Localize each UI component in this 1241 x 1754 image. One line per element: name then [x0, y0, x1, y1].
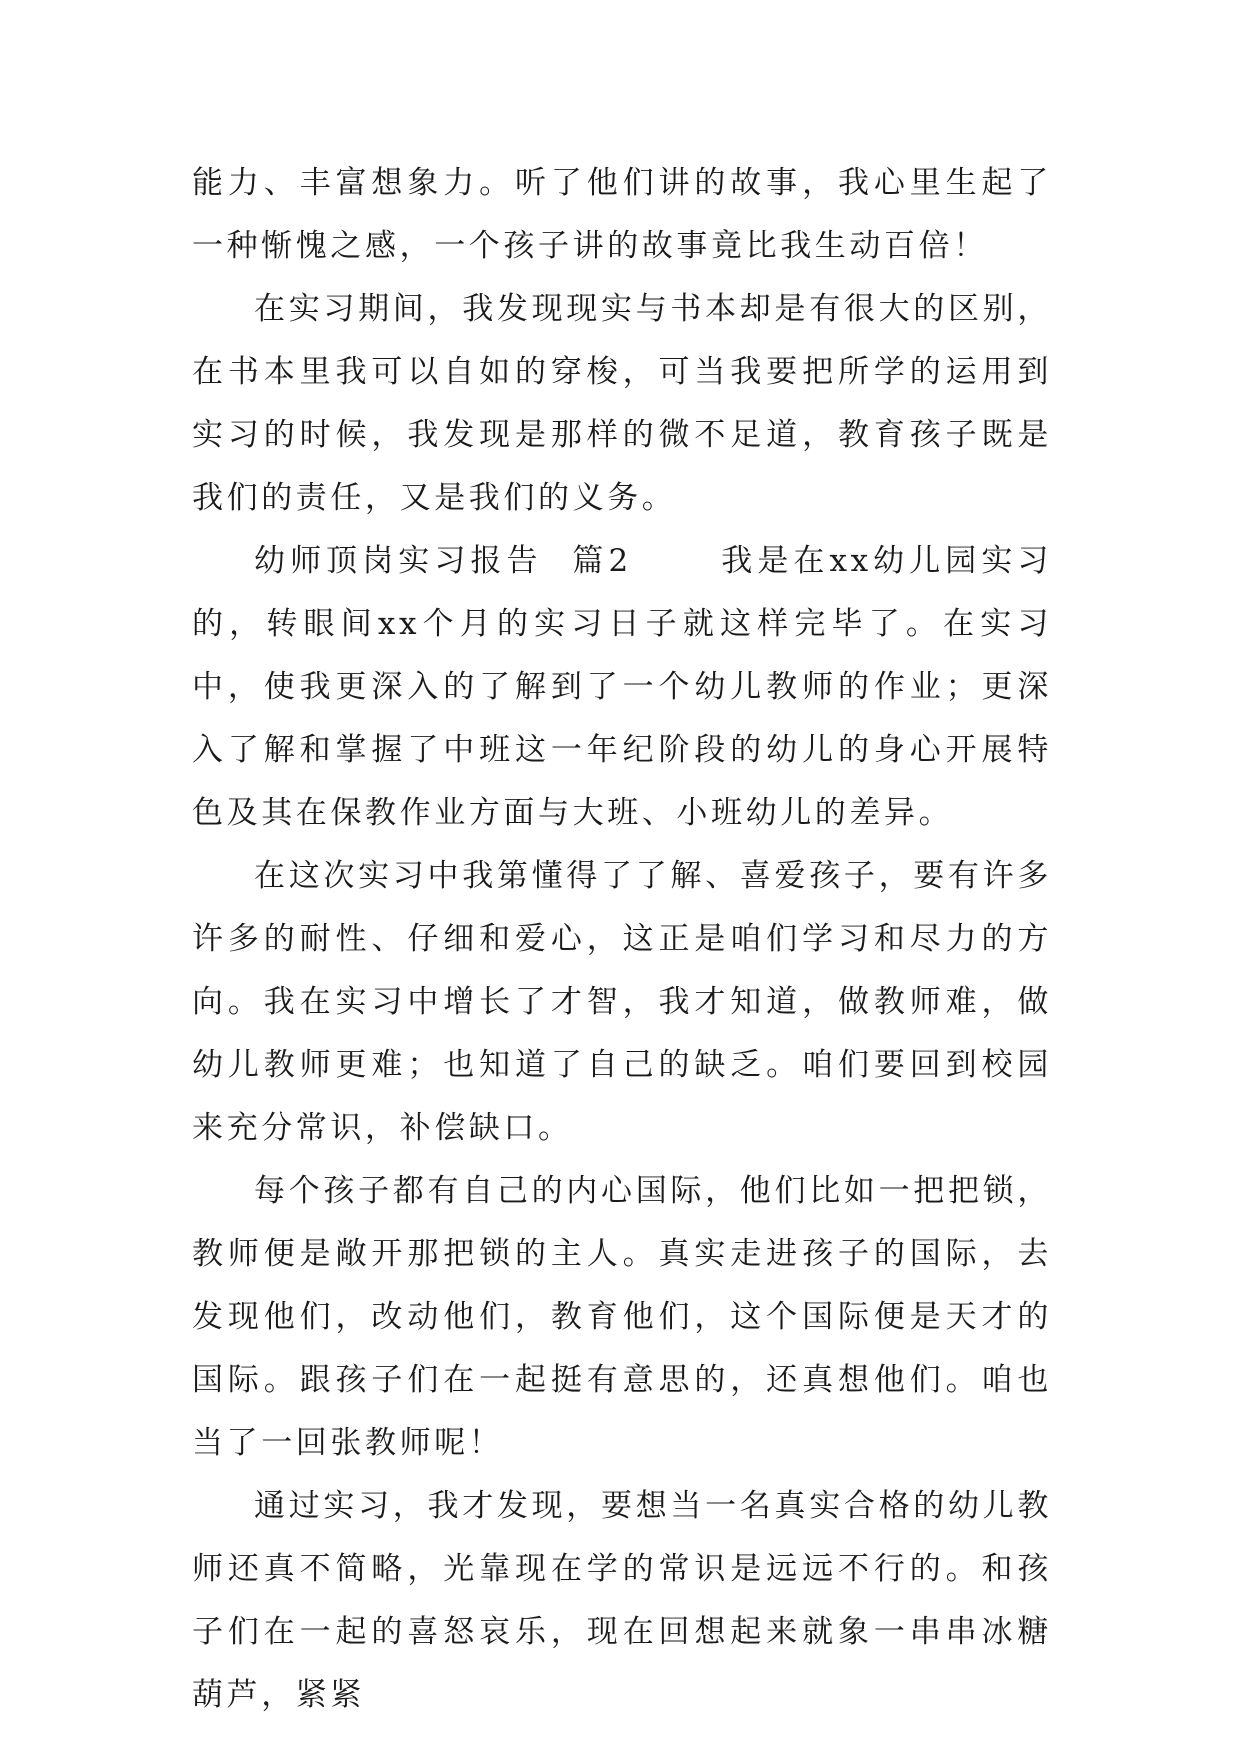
paragraph-5: 每个孩子都有自己的内心国际，他们比如一把把锁，教师便是敞开那把锁的主人。真实走进孩子的国际，去发现他们，改动他们，教育他们，这个国际便是天才的国际。跟孩子们在一起挺有意思的，还真想他们。咱也当了一回张教师呢！ [192, 1173, 1052, 1461]
paragraph-2: 在实习期间，我发现现实与书本却是有很大的区别，在书本里我可以自如的穿梭，可当我要把所学的运用到实习的时候，我发现是那样的微不足道，教育孩子既是我们的责任，又是我们的义务。 [192, 291, 1052, 516]
paragraph-4: 在这次实习中我第懂得了了解、喜爱孩子，要有许多许多的耐性、仔细和爱心，这正是咱们学习和尽力的方向。我在实习中增长了才智，我才知道，做教师难，做幼儿教师更难；也知道了自己的缺乏。咱们要回到校园来充分常识，补偿缺口。 [192, 858, 1052, 1146]
paragraph-3-text: 我是在xx幼儿园实习的，转眼间xx个月的实习日子就这样完毕了。在实习中，使我更深入的了解到了一个幼儿教师的作业；更深入了解和掌握了中班这一年纪阶段的幼儿的身心开展特色及其在保教作业方面与大班、小班幼儿的差异。 [192, 543, 1052, 831]
paragraph-6: 通过实习，我才发现，要想当一名真实合格的幼儿教师还真不简略，光靠现在学的常识是远远不行的。和孩子们在一起的喜怒哀乐，现在回想起来就象一串串冰糖葫芦，紧紧 [192, 1488, 1052, 1713]
paragraph-1: 能力、丰富想象力。听了他们讲的故事，我心里生起了一种惭愧之感，一个孩子讲的故事竟比我生动百倍！ [192, 165, 1052, 264]
body-text [192, 152, 1052, 1727]
section-heading: 幼师顶岗实习报告 篇2 [254, 543, 722, 579]
paragraph-3 [192, 530, 1052, 845]
